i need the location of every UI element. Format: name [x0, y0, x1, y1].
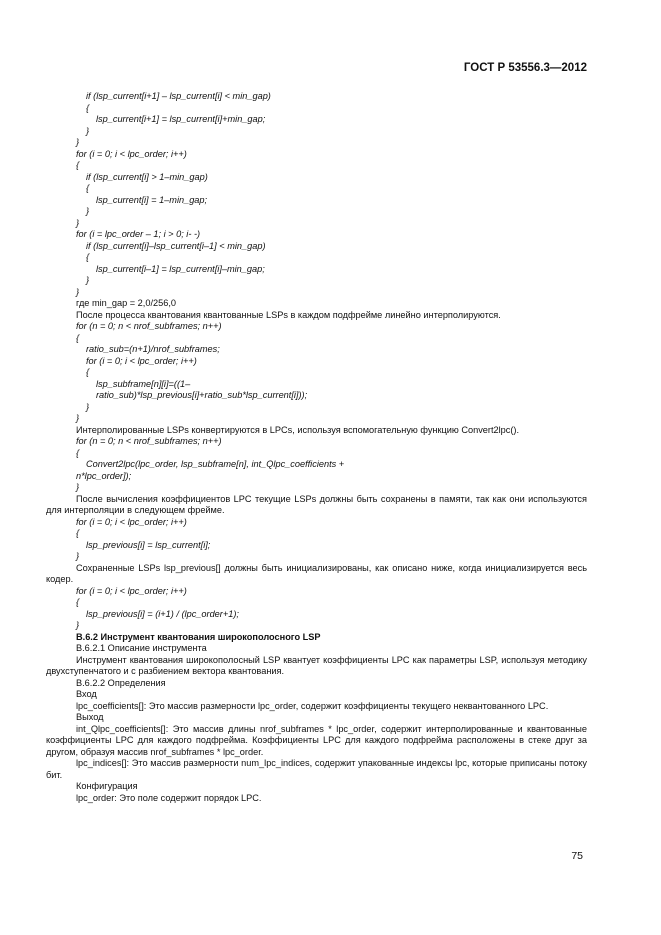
text-line: Интерполированные LSPs конвертируются в LPCs, используя вспомогательную функцию Convert2lpc(). — [76, 424, 520, 435]
code-line: { — [86, 102, 90, 113]
code-line: } — [86, 275, 90, 285]
code-line: { — [76, 332, 80, 343]
code-line: } — [76, 137, 80, 147]
paragraph: int_Qlpc_coefficients[]: Это массив длины nrof_subframes * lpc_order, содержит интерполированные и квантованные коэффициенты LPC для каждого подфрейма. Коэффициенты LPC для каждого подфрейма расположены в стеке друг за другом, образуя массив nrof_subframes * lpc_order. — [46, 723, 587, 757]
text-line: Выход — [76, 712, 104, 722]
code-line: lsp_previous[i] = (i+1) / (lpc_order+1); — [86, 608, 239, 619]
code-line: for (i = 0; i < lpc_order; i++) — [86, 355, 197, 366]
text-line: В.6.2.1 Описание инструмента — [76, 643, 207, 653]
code-line: lsp_current[i–1] = lsp_current[i]–min_gap; — [96, 263, 265, 274]
paragraph: lpc_indices[]: Это массив размерности num_lpc_indices, содержит упакованные индексы lpc, которые приписаны потоку бит. — [46, 758, 587, 780]
paragraph: Инструмент квантования широкополосный LSP квантует коэффициенты LPC как параметры LSP, используя методику двухступенчатого и с разбиением вектора квантования. — [46, 654, 587, 676]
code-line: for (i = lpc_order – 1; i > 0; i- -) — [76, 229, 201, 239]
code-line: { — [76, 597, 80, 607]
text-line: Вход — [76, 689, 97, 699]
code-line: { — [86, 367, 90, 377]
code-line: lsp_current[i] = 1–min_gap; — [96, 194, 208, 205]
code-line: for (i = 0; i < lpc_order; i++) — [76, 585, 187, 596]
code-line: } — [86, 206, 90, 216]
text-line: lpc_order: Это поле содержит порядок LPC. — [76, 792, 262, 803]
code-line: } — [76, 286, 80, 297]
code-line: lsp_previous[i] = lsp_current[i]; — [86, 539, 211, 550]
code-line: } — [76, 413, 80, 423]
text-line: где min_gap = 2,0/256,0 — [76, 298, 176, 308]
code-line: { — [76, 447, 80, 458]
text-line: Конфигурация — [76, 781, 138, 791]
code-line: lsp_current[i+1] = lsp_current[i]+min_gap; — [96, 114, 266, 124]
code-line: ratio_sub)*lsp_previous[i]+ratio_sub*lsp_current[i])); — [96, 390, 308, 400]
code-line: } — [86, 401, 90, 412]
paragraph: lpc_coefficients[]: Это массив размерности lpc_order, содержит коэффициенты текущего неквантованного LPC. — [76, 700, 549, 711]
code-line: ratio_sub=(n+1)/nrof_subframes; — [86, 344, 220, 354]
paragraph: После вычисления коэффициентов LPC текущие LSPs должны быть сохранены в памяти, так как они используются для интерполяции в следующем фрейме. — [46, 493, 587, 515]
code-line: for (i = 0; i < lpc_order; i++) — [76, 516, 187, 527]
code-line: } — [86, 125, 90, 136]
page-number: 75 — [571, 850, 583, 862]
code-line: } — [76, 482, 80, 492]
page-content — [46, 91, 587, 804]
code-line: Convert2lpc(lpc_order, lsp_subframe[n], int_Qlpc_coefficients + — [86, 459, 345, 469]
code-line: lsp_subframe[n][i]=((1– — [96, 378, 191, 389]
code-line: if (lsp_current[i] > 1–min_gap) — [86, 171, 208, 182]
code-line: if (lsp_current[i]–lsp_current[i–1] < min_gap) — [86, 240, 266, 251]
code-line: for (n = 0; n < nrof_subframes; n++) — [76, 321, 222, 331]
text-line: В.6.2.2 Определения — [76, 677, 166, 688]
code-line: if (lsp_current[i+1] – lsp_current[i] < min_gap) — [86, 91, 271, 101]
code-line: { — [86, 183, 90, 193]
code-line: for (i = 0; i < lpc_order; i++) — [76, 148, 187, 159]
code-line: { — [76, 160, 80, 170]
section-heading: В.6.2 Инструмент квантования широкополосного LSP — [76, 631, 321, 642]
code-line: } — [76, 217, 80, 228]
code-line: } — [76, 551, 80, 561]
code-line: for (n = 0; n < nrof_subframes; n++) — [76, 436, 222, 446]
text-line: После процесса квантования квантованные LSPs в каждом подфрейме линейно интерполируются. — [76, 309, 501, 320]
standard-header: ГОСТ Р 53556.3—2012 — [463, 62, 587, 74]
paragraph: Сохраненные LSPs lsp_previous[] должны быть инициализированы, как описано ниже, когда инициализируется весь кодер. — [46, 562, 587, 584]
code-line: } — [76, 620, 80, 630]
code-line: { — [76, 528, 80, 538]
code-line: { — [86, 252, 90, 262]
code-line: n*lpc_order]); — [76, 470, 132, 481]
